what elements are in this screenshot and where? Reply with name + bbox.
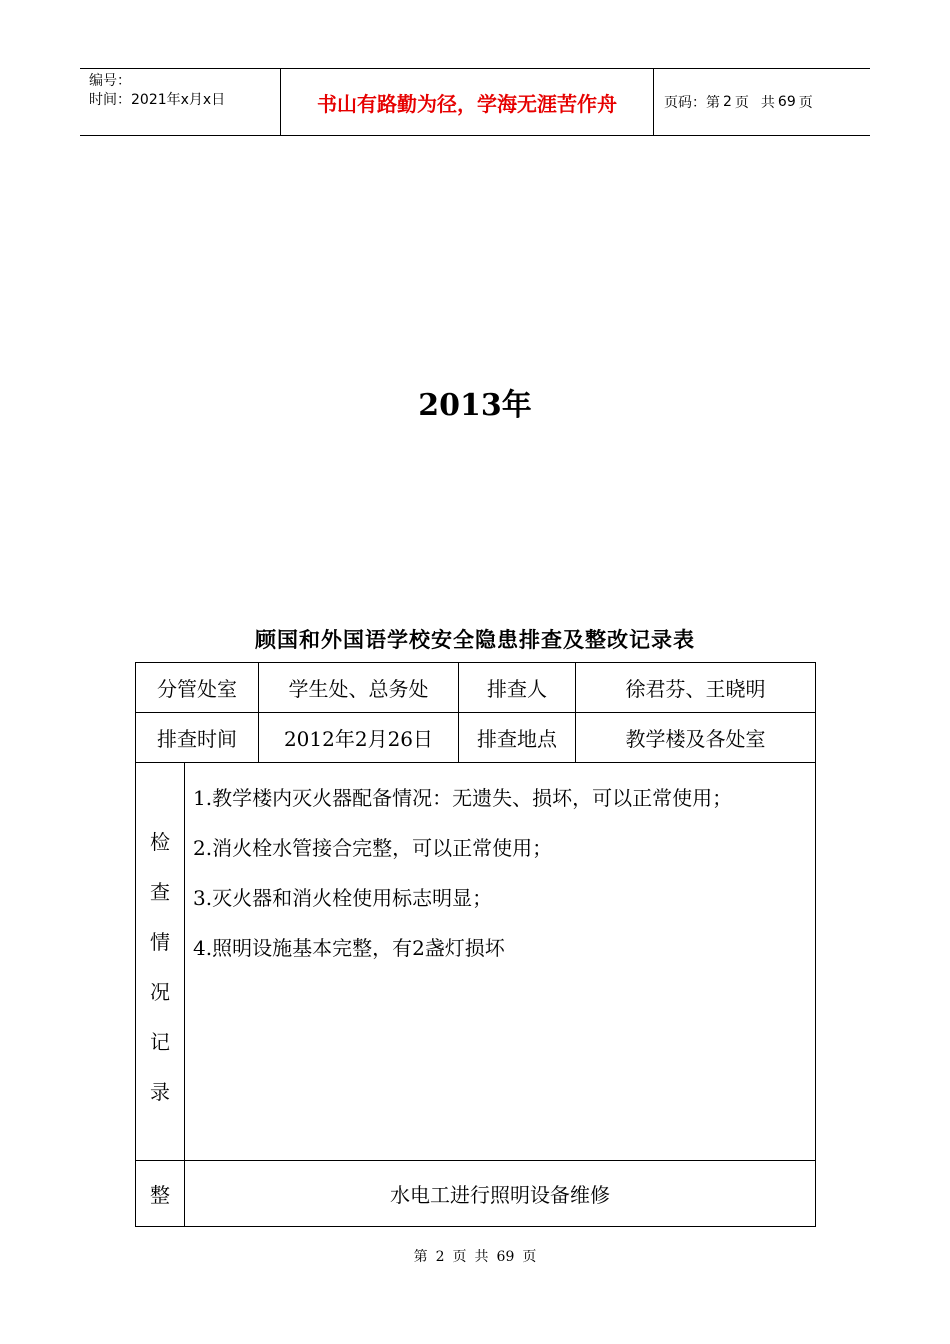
dept-value: 学生处、总务处 — [259, 663, 459, 713]
record-item: 2.消火栓水管接合完整，可以正常使用； — [193, 836, 553, 860]
total-number: 69 — [777, 94, 796, 110]
record-label-char: 情 — [150, 929, 170, 954]
rectify-value: 水电工进行照明设备维修 — [185, 1161, 816, 1227]
record-table — [135, 662, 816, 1227]
header-page-info — [654, 69, 870, 135]
record-label — [136, 763, 185, 1161]
record-label-char: 录 — [150, 1079, 170, 1104]
inspector-value: 徐君芬、王晓明 — [576, 663, 816, 713]
total-label: 共 — [760, 95, 775, 111]
record-label-char: 检 — [150, 829, 170, 854]
record-item: 1.教学楼内灭火器配备情况：无遗失、损坏，可以正常使用； — [193, 786, 733, 810]
header-motto: 书山有路勤为径，学海无涯苦作舟 — [281, 69, 654, 135]
record-label-char: 况 — [150, 979, 170, 1004]
footer-mid: 页 — [452, 1249, 467, 1265]
table-row — [136, 663, 816, 713]
record-item: 3.灭火器和消火栓使用标志明显； — [193, 886, 493, 910]
footer-suffix: 页 — [522, 1249, 537, 1265]
footer-total: 69 — [496, 1249, 515, 1265]
number-label: 编号： — [89, 73, 131, 89]
year-heading: 2013年 — [418, 388, 532, 423]
rectify-label: 整 — [136, 1161, 185, 1227]
footer-prefix: 第 — [413, 1249, 428, 1265]
page-label: 页码：第 — [664, 95, 720, 111]
place-value: 教学楼及各处室 — [576, 713, 816, 763]
total-unit: 页 — [798, 95, 813, 111]
page-footer — [0, 1246, 950, 1266]
table-row — [136, 713, 816, 763]
record-label-char: 记 — [150, 1029, 170, 1054]
record-content — [185, 763, 816, 1161]
page-unit: 页 — [734, 95, 749, 111]
time-label: 时间：2021年x月x日 — [89, 92, 226, 108]
table-row — [136, 1161, 816, 1227]
place-label: 排查地点 — [459, 713, 576, 763]
dept-label: 分管处室 — [136, 663, 259, 713]
time-value: 2012年2月26日 — [259, 713, 459, 763]
document-header — [80, 68, 870, 136]
header-meta — [80, 69, 281, 135]
inspector-label: 排查人 — [459, 663, 576, 713]
record-label-char: 查 — [150, 879, 170, 904]
time-label-cell: 排查时间 — [136, 713, 259, 763]
page-number: 2 — [723, 94, 732, 110]
footer-total-prefix: 共 — [474, 1249, 489, 1265]
form-title: 顾国和外国语学校安全隐患排查及整改记录表 — [255, 628, 695, 652]
footer-page: 2 — [435, 1249, 445, 1265]
table-row — [136, 763, 816, 1161]
record-item: 4.照明设施基本完整，有2盏灯损坏 — [193, 936, 505, 960]
